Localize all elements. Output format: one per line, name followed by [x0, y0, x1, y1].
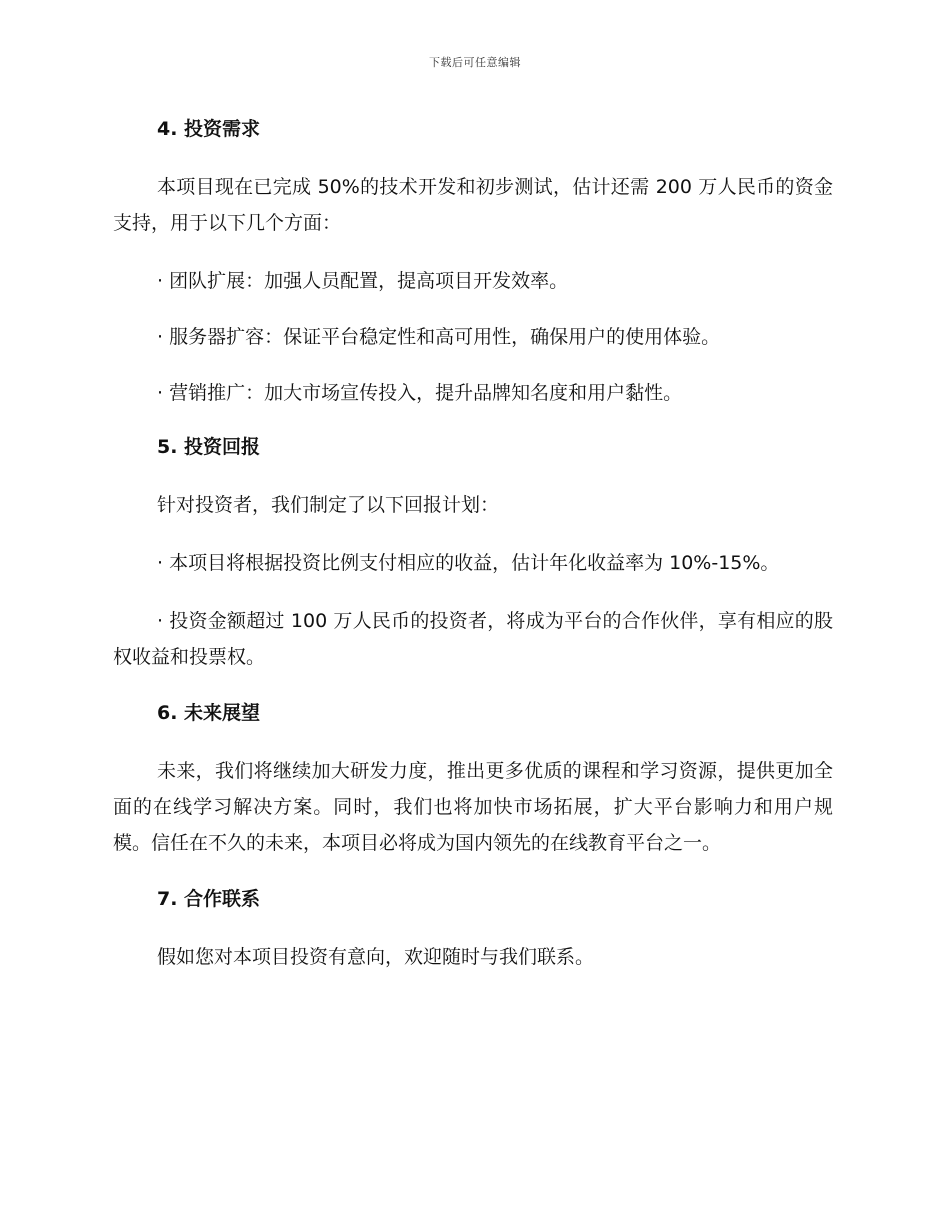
- list-item: · 投资金额超过 100 万人民币的投资者，将成为平台的合作伙伴，享有相应的股权收益和投票权。: [113, 610, 833, 668]
- list-item: · 营销推广：加大市场宣传投入，提升品牌知名度和用户黏性。: [157, 382, 683, 404]
- list-item: · 本项目将根据投资比例支付相应的收益，估计年化收益率为 10%-15%。: [157, 552, 780, 574]
- contact-body: 假如您对本项目投资有意向，欢迎随时与我们联系。: [157, 946, 595, 968]
- list-item: · 团队扩展：加强人员配置，提高项目开发效率。: [157, 270, 569, 292]
- document-body: [113, 113, 833, 997]
- section-heading-investment-return: 5. 投资回报: [157, 436, 261, 458]
- section-heading-investment-needs: 4. 投资需求: [157, 118, 261, 140]
- section-heading-contact: 7. 合作联系: [157, 888, 261, 910]
- section-heading-future-outlook: 6. 未来展望: [157, 702, 261, 724]
- header-note: 下载后可任意编辑: [429, 56, 521, 69]
- investment-needs-intro: 本项目现在已完成 50%的技术开发和初步测试，估计还需 200 万人民币的资金支持，用于以下几个方面：: [113, 176, 833, 234]
- investment-return-intro: 针对投资者，我们制定了以下回报计划：: [157, 494, 500, 516]
- future-outlook-body: 未来，我们将继续加大研发力度，推出更多优质的课程和学习资源，提供更加全面的在线学习解决方案。同时，我们也将加快市场拓展，扩大平台影响力和用户规模。信任在不久的未来，本项目必将成为国内领先的在线教育平台之一。: [113, 760, 833, 854]
- list-item: · 服务器扩容：保证平台稳定性和高可用性，确保用户的使用体验。: [157, 326, 721, 348]
